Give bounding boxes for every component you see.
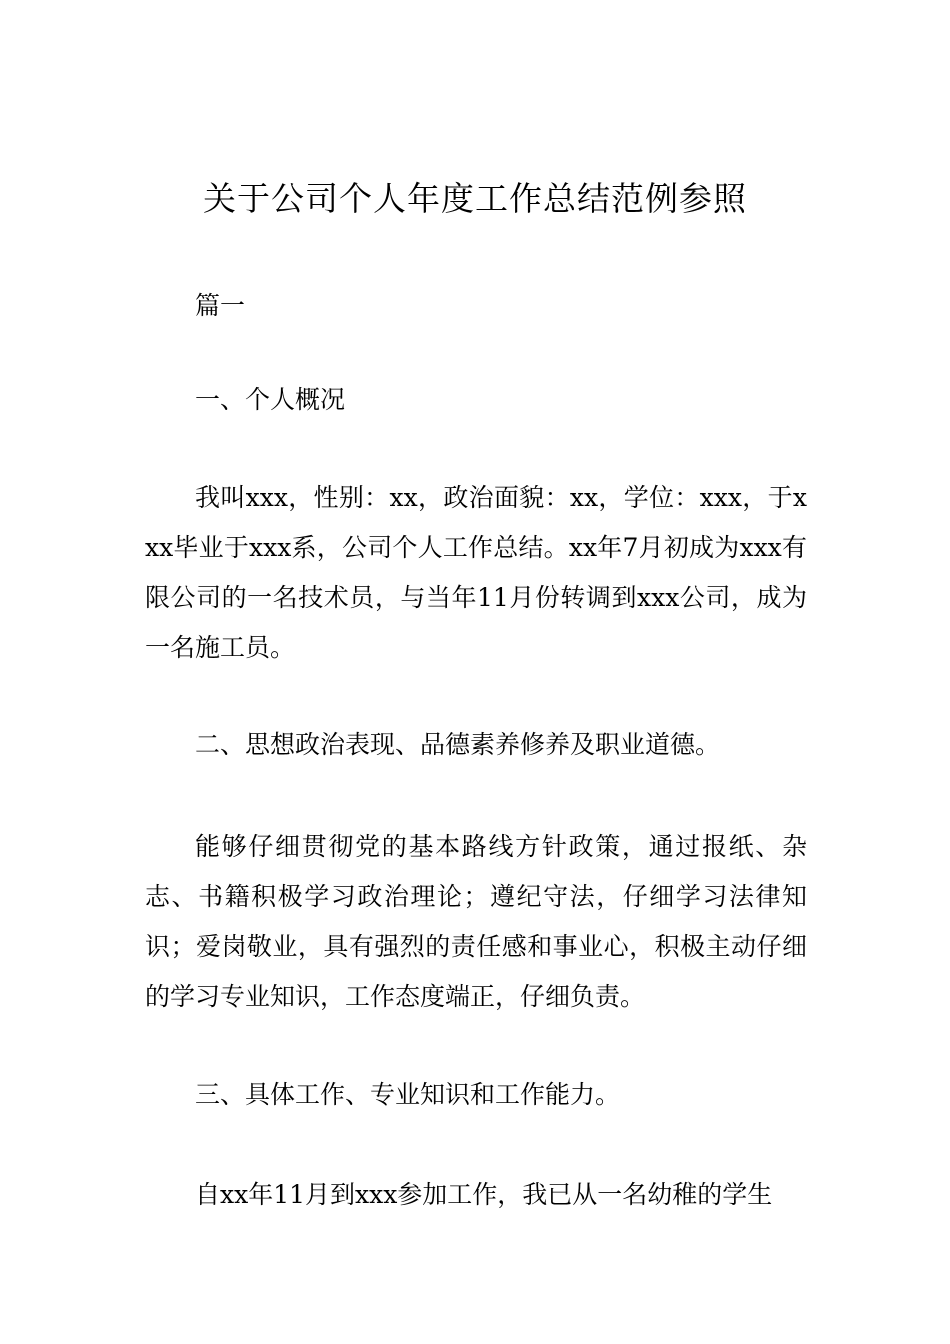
heading-work-ability: 三、具体工作、专业知识和工作能力。 — [195, 1080, 621, 1109]
document-title: 关于公司个人年度工作总结范例参照 — [203, 179, 747, 218]
paragraph-ideology-ethics: 能够仔细贯彻党的基本路线方针政策，通过报纸、杂志、书籍积极学习政治理论；遵纪守法，仔细学习法律知识；爱岗敬业，具有强烈的责任感和事业心，积极主动仔细的学习专业知识，工作态度端正，仔细负责。 — [145, 832, 807, 1011]
heading-ideology-ethics: 二、思想政治表现、品德素养修养及职业道德。 — [195, 730, 721, 759]
paragraph-work-ability: 自xx年11月到xxx参加工作，我已从一名幼稚的学生 — [195, 1180, 773, 1209]
section-label: 篇一 — [195, 291, 246, 320]
heading-personal-overview: 一、个人概况 — [195, 385, 346, 414]
paragraph-personal-overview: 我叫xxx，性别：xx，政治面貌：xx，学位：xxx，于xxx毕业于xxx系，公司个人工作总结。xx年7月初成为xxx有限公司的一名技术员，与当年11月份转调到xxx公司，成为一名施工员。 — [145, 483, 807, 662]
